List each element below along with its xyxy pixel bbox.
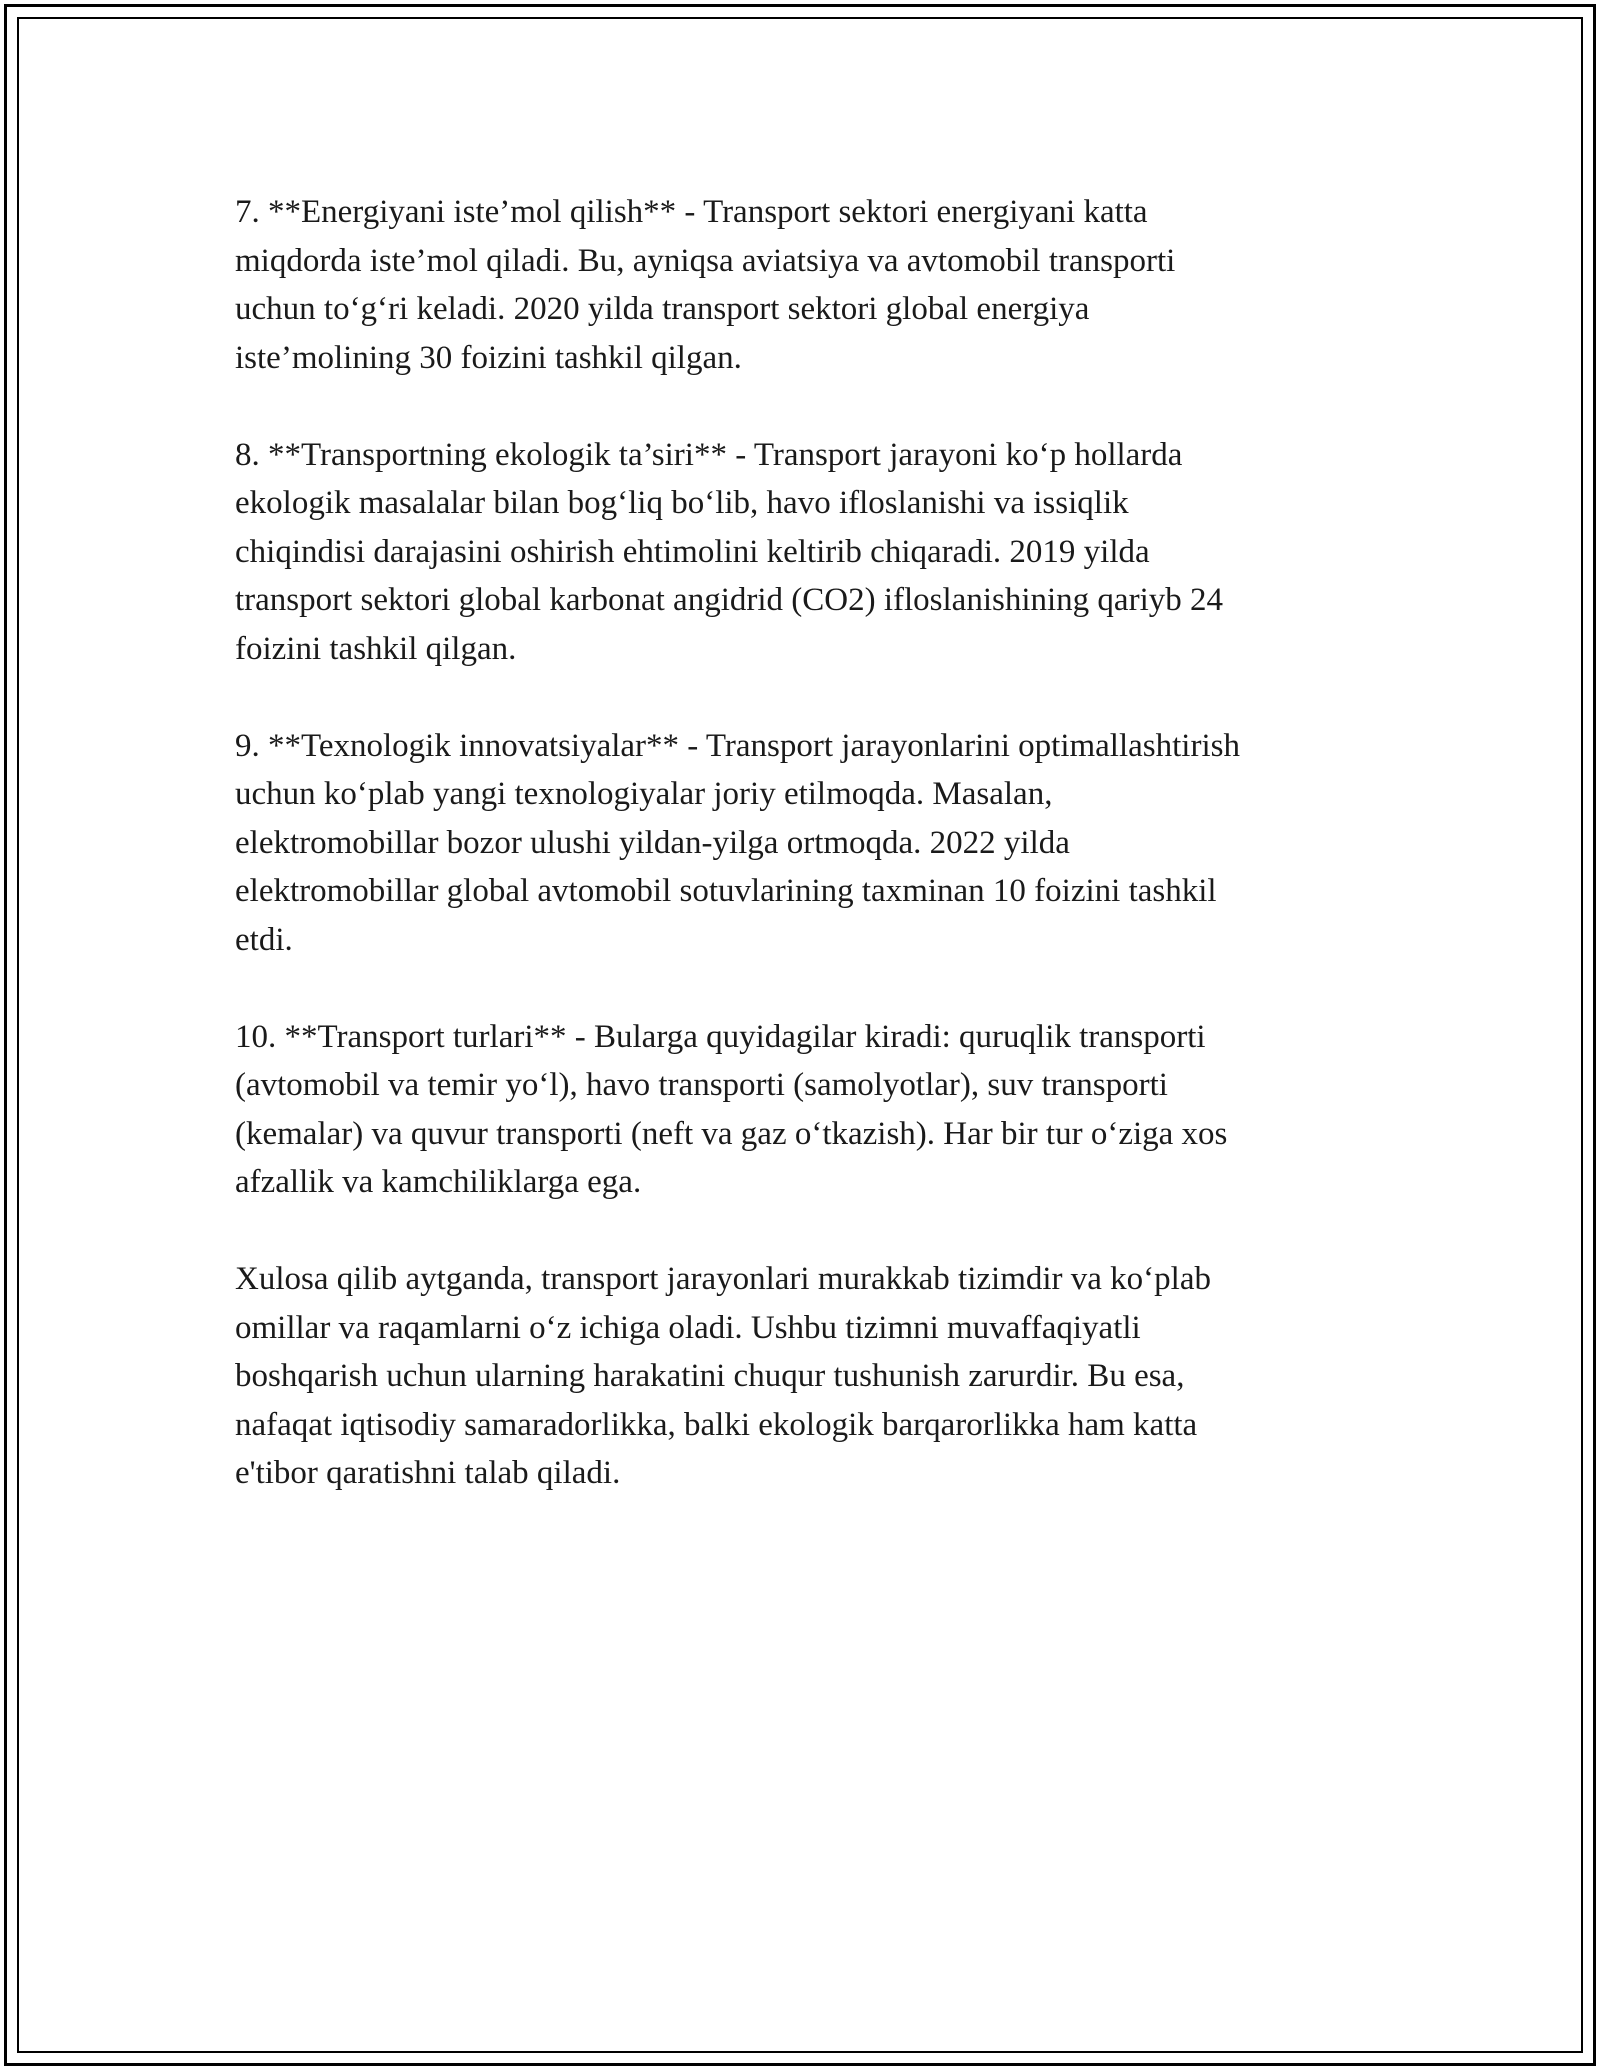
document-body	[235, 188, 1385, 1546]
paragraph-transport-types: 10. **Transport turlari** - Bularga quyidagilar kiradi: quruqlik transporti (avtomobil va temir yo‘l), havo transporti (samolyotlar), suv transporti (kemalar) va quvur transporti (neft va gaz o‘tkazish). Har bir tur o‘ziga xos afzallik va kamchiliklarga ega.	[235, 1018, 1228, 1200]
paragraph-energy-consumption: 7. **Energiyani iste’mol qilish** - Transport sektori energiyani katta miqdorda iste’mol qiladi. Bu, ayniqsa aviatsiya va avtomobil transporti uchun to‘g‘ri keladi. 2020 yilda transport sektori global energiya iste’molining 30 foizini tashkil qilgan.	[235, 194, 1176, 376]
paragraph-ecological-impact: 8. **Transportning ekologik ta’siri** - Transport jarayoni ko‘p hollarda ekologik masalalar bilan bog‘liq bo‘lib, havo ifloslanishi va issiqlik chiqindisi darajasini oshirish ehtimolini keltirib chiqaradi. 2019 yilda transport sektori global karbonat angidrid (CO2) ifloslanishining qariyb 24 foizini tashkil qilgan.	[235, 436, 1223, 667]
paragraph-conclusion: Xulosa qilib aytganda, transport jarayonlari murakkab tizimdir va ko‘plab omillar va raqamlarni o‘z ichiga oladi. Ushbu tizimni muvaffaqiyatli boshqarish uchun ularning harakatini chuqur tushunish zarurdir. Bu esa, nafaqat iqtisodiy samaradorlikka, balki ekologik barqarorlikka ham katta e'tibor qaratishni talab qiladi.	[235, 1261, 1211, 1491]
paragraph-technological-innovation: 9. **Texnologik innovatsiyalar** - Transport jarayonlarini optimallashtirish uchun ko‘plab yangi texnologiyalar joriy etilmoqda. Masalan, elektromobillar bozor ulushi yildan-yilga ortmoqda. 2022 yilda elektromobillar global avtomobil sotuvlarining taxminan 10 foizini tashkil etdi.	[235, 727, 1240, 958]
